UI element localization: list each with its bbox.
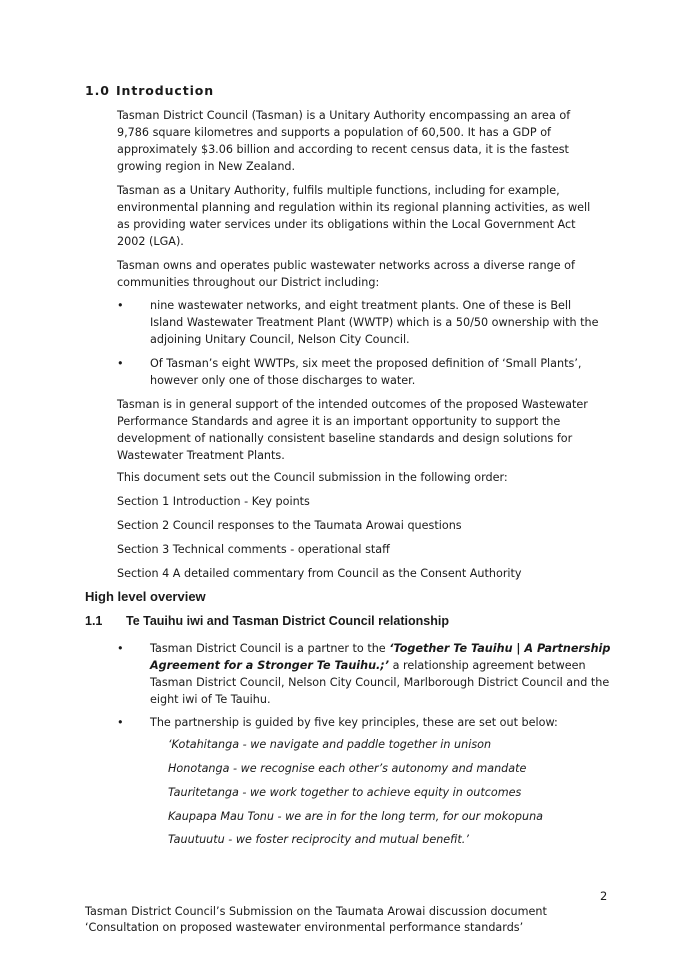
partner-text-before: Tasman District Council is a partner to the [150,642,390,655]
list-item-text: nine wastewater networks, and eight treatment plants. One of these is Bell Island Wastewater Treatment Plant (WWTP) which is a 50/50 ownership with the adjoining Unitary Council, Nelson City Council. [150,299,599,346]
list-item [117,297,607,348]
paragraph-text: Tasman as a Unitary Authority, fulfils multiple functions, including for example, environmental planning and regulation within its regional planning activities, as well as providing water services under its obligations within the Local Government Act 2002 (LGA). [117,184,591,248]
bullet-icon: • [117,357,124,370]
section-title: Introduction [116,83,215,98]
subsection-number: 1.1 [85,614,103,628]
order-section-item: Section 2 Council responses to the Taumata Arowai questions [117,519,462,532]
intro-paragraph [117,257,602,291]
principle-item: ‘Kotahitanga - we navigate and paddle together in unison [168,738,492,751]
bullet-icon: • [117,299,124,312]
page-footer [85,904,547,936]
bullet-icon: • [117,716,124,729]
subsection-title: Te Tauihu iwi and Tasman District Council relationship [126,614,449,628]
principle-item: Kaupapa Mau Tonu - we are in for the long term, for our mokopuna [168,810,544,823]
order-section-item: Section 4 A detailed commentary from Council as the Consent Authority [117,567,522,580]
bullet-icon: • [117,642,124,655]
order-intro: This document sets out the Council submission in the following order: [117,471,508,484]
list-item-text: Of Tasman’s eight WWTPs, six meet the proposed definition of ‘Small Plants’, however only one of those discharges to water. [150,357,582,387]
paragraph-text: Tasman owns and operates public wastewater networks across a diverse range of communities throughout our District including: [117,259,575,289]
list-item-text [150,640,612,708]
list-item [117,714,612,731]
order-section-item: Section 1 Introduction - Key points [117,495,310,508]
subsection-heading [85,614,449,628]
support-paragraph [117,396,602,464]
order-section-item: Section 3 Technical comments - operational staff [117,543,390,556]
section-number: 1.0 [85,83,110,98]
agreement-title: ‘Together Te Tauihu | A Partnership Agreement for a Stronger Te Tauihu.;’ [150,642,611,672]
partner-text-after: a relationship agreement between Tasman District Council, Nelson City Council, Marlborough District Council and the eight iwi of Te Tauihu. [150,659,610,706]
overview-heading: High level overview [85,589,206,604]
principle-item: Tauritetanga - we work together to achieve equity in outcomes [168,786,522,799]
principle-item: Honotanga - we recognise each other’s autonomy and mandate [168,762,527,775]
section-heading [85,83,214,98]
paragraph-text: Tasman is in general support of the intended outcomes of the proposed Wastewater Performance Standards and agree it is an important opportunity to support the development of nationally consistent baseline standards and design solutions for Wastewater Treatment Plants. [117,398,588,462]
page-number: 2 [600,889,608,903]
principle-item: Tauutuutu - we foster reciprocity and mutual benefit.’ [168,833,469,846]
footer-line: ‘Consultation on proposed wastewater environmental performance standards’ [85,921,524,934]
intro-paragraph [117,107,602,175]
list-item [117,355,607,389]
footer-line: Tasman District Council’s Submission on the Taumata Arowai discussion document [85,905,547,918]
paragraph-text: Tasman District Council (Tasman) is a Unitary Authority encompassing an area of 9,786 square kilometres and supports a population of 60,500. It has a GDP of approximately $3.06 billion and according to recent census data, it is the fastest growing region in New Zealand. [117,109,571,173]
intro-paragraph [117,182,602,250]
list-item-text: The partnership is guided by five key principles, these are set out below: [150,716,558,729]
list-item [117,640,612,708]
